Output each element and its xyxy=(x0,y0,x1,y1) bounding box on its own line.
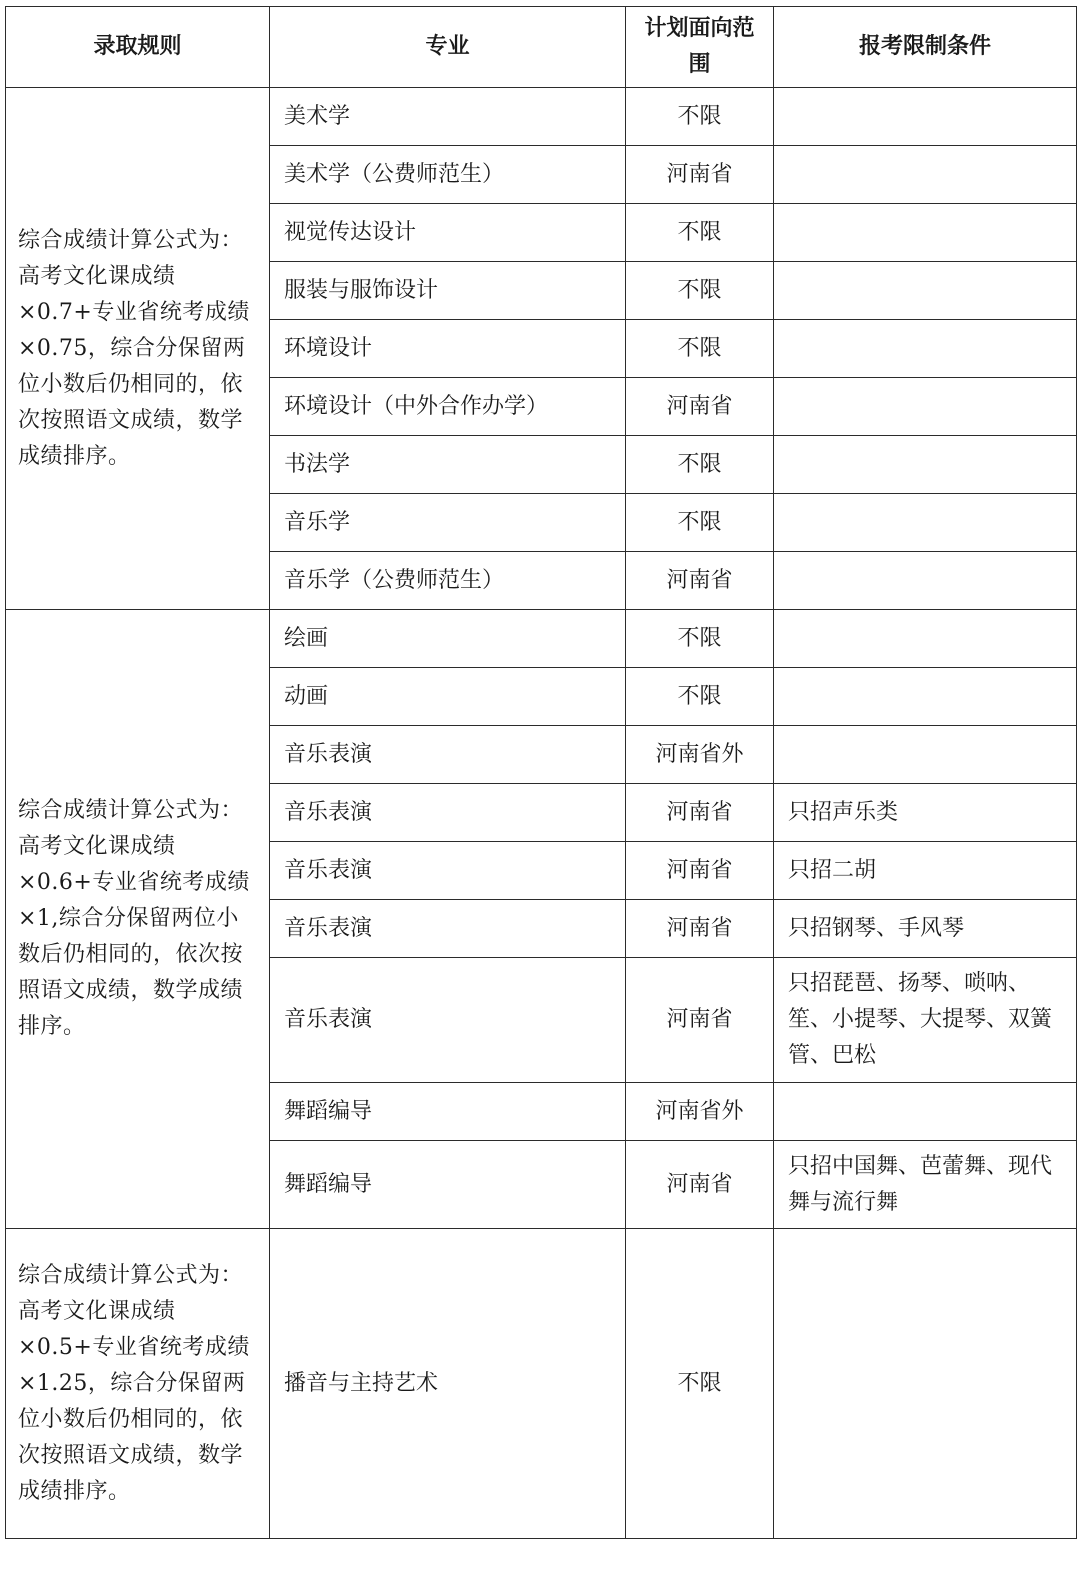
scope-cell: 河南省 xyxy=(626,842,774,900)
header-rule: 录取规则 xyxy=(6,7,270,88)
scope-cell: 不限 xyxy=(626,1229,774,1539)
condition-cell xyxy=(774,378,1077,436)
condition-cell xyxy=(774,494,1077,552)
major-cell: 动画 xyxy=(270,668,626,726)
scope-cell: 河南省 xyxy=(626,552,774,610)
header-cond: 报考限制条件 xyxy=(774,7,1077,88)
scope-cell: 河南省 xyxy=(626,146,774,204)
major-cell: 环境设计 xyxy=(270,320,626,378)
major-cell: 环境设计（中外合作办学） xyxy=(270,378,626,436)
scope-cell: 不限 xyxy=(626,610,774,668)
major-cell: 绘画 xyxy=(270,610,626,668)
admission-rules-table xyxy=(5,6,1077,1539)
condition-cell: 只招声乐类 xyxy=(774,784,1077,842)
condition-cell xyxy=(774,668,1077,726)
major-cell: 音乐表演 xyxy=(270,842,626,900)
condition-cell xyxy=(774,88,1077,146)
condition-cell: 只招钢琴、手风琴 xyxy=(774,900,1077,958)
scope-cell: 不限 xyxy=(626,320,774,378)
scope-cell: 不限 xyxy=(626,494,774,552)
scope-cell: 河南省外 xyxy=(626,1083,774,1141)
major-cell: 美术学 xyxy=(270,88,626,146)
rule-cell-group-3: 综合成绩计算公式为：高考文化课成绩×0.5+专业省统考成绩×1.25，综合分保留两位小数后仍相同的，依次按照语文成绩，数学成绩排序。 xyxy=(6,1229,270,1539)
major-cell: 舞蹈编导 xyxy=(270,1083,626,1141)
scope-cell: 不限 xyxy=(626,436,774,494)
scope-cell: 河南省 xyxy=(626,900,774,958)
scope-cell: 河南省 xyxy=(626,958,774,1083)
scope-cell: 河南省 xyxy=(626,378,774,436)
major-cell: 音乐表演 xyxy=(270,958,626,1083)
major-cell: 播音与主持艺术 xyxy=(270,1229,626,1539)
major-cell: 音乐学 xyxy=(270,494,626,552)
major-cell: 美术学（公费师范生） xyxy=(270,146,626,204)
major-cell: 音乐学（公费师范生） xyxy=(270,552,626,610)
condition-cell xyxy=(774,436,1077,494)
condition-cell xyxy=(774,320,1077,378)
header-row xyxy=(6,7,1077,88)
scope-cell: 不限 xyxy=(626,262,774,320)
table-row xyxy=(6,610,1077,668)
rule-cell-group-1: 综合成绩计算公式为：高考文化课成绩×0.7+专业省统考成绩×0.75，综合分保留两位小数后仍相同的，依次按照语文成绩，数学成绩排序。 xyxy=(6,88,270,610)
header-scope: 计划面向范围 xyxy=(626,7,774,88)
condition-cell xyxy=(774,726,1077,784)
major-cell: 音乐表演 xyxy=(270,784,626,842)
condition-cell xyxy=(774,204,1077,262)
scope-cell: 不限 xyxy=(626,204,774,262)
table-row xyxy=(6,88,1077,146)
scope-cell: 河南省 xyxy=(626,784,774,842)
condition-cell xyxy=(774,146,1077,204)
scope-cell: 河南省外 xyxy=(626,726,774,784)
condition-cell: 只招琵琶、扬琴、唢呐、笙、小提琴、大提琴、双簧管、巴松 xyxy=(774,958,1077,1083)
condition-cell: 只招二胡 xyxy=(774,842,1077,900)
major-cell: 书法学 xyxy=(270,436,626,494)
condition-cell xyxy=(774,1229,1077,1539)
major-cell: 舞蹈编导 xyxy=(270,1141,626,1229)
condition-cell: 只招中国舞、芭蕾舞、现代舞与流行舞 xyxy=(774,1141,1077,1229)
major-cell: 音乐表演 xyxy=(270,726,626,784)
scope-cell: 不限 xyxy=(626,668,774,726)
scope-cell: 河南省 xyxy=(626,1141,774,1229)
major-cell: 视觉传达设计 xyxy=(270,204,626,262)
condition-cell xyxy=(774,552,1077,610)
major-cell: 服装与服饰设计 xyxy=(270,262,626,320)
condition-cell xyxy=(774,610,1077,668)
table-row xyxy=(6,1229,1077,1539)
condition-cell xyxy=(774,1083,1077,1141)
rule-cell-group-2: 综合成绩计算公式为：高考文化课成绩×0.6+专业省统考成绩×1,综合分保留两位小数后仍相同的，依次按照语文成绩，数学成绩排序。 xyxy=(6,610,270,1229)
major-cell: 音乐表演 xyxy=(270,900,626,958)
scope-cell: 不限 xyxy=(626,88,774,146)
condition-cell xyxy=(774,262,1077,320)
header-major: 专业 xyxy=(270,7,626,88)
